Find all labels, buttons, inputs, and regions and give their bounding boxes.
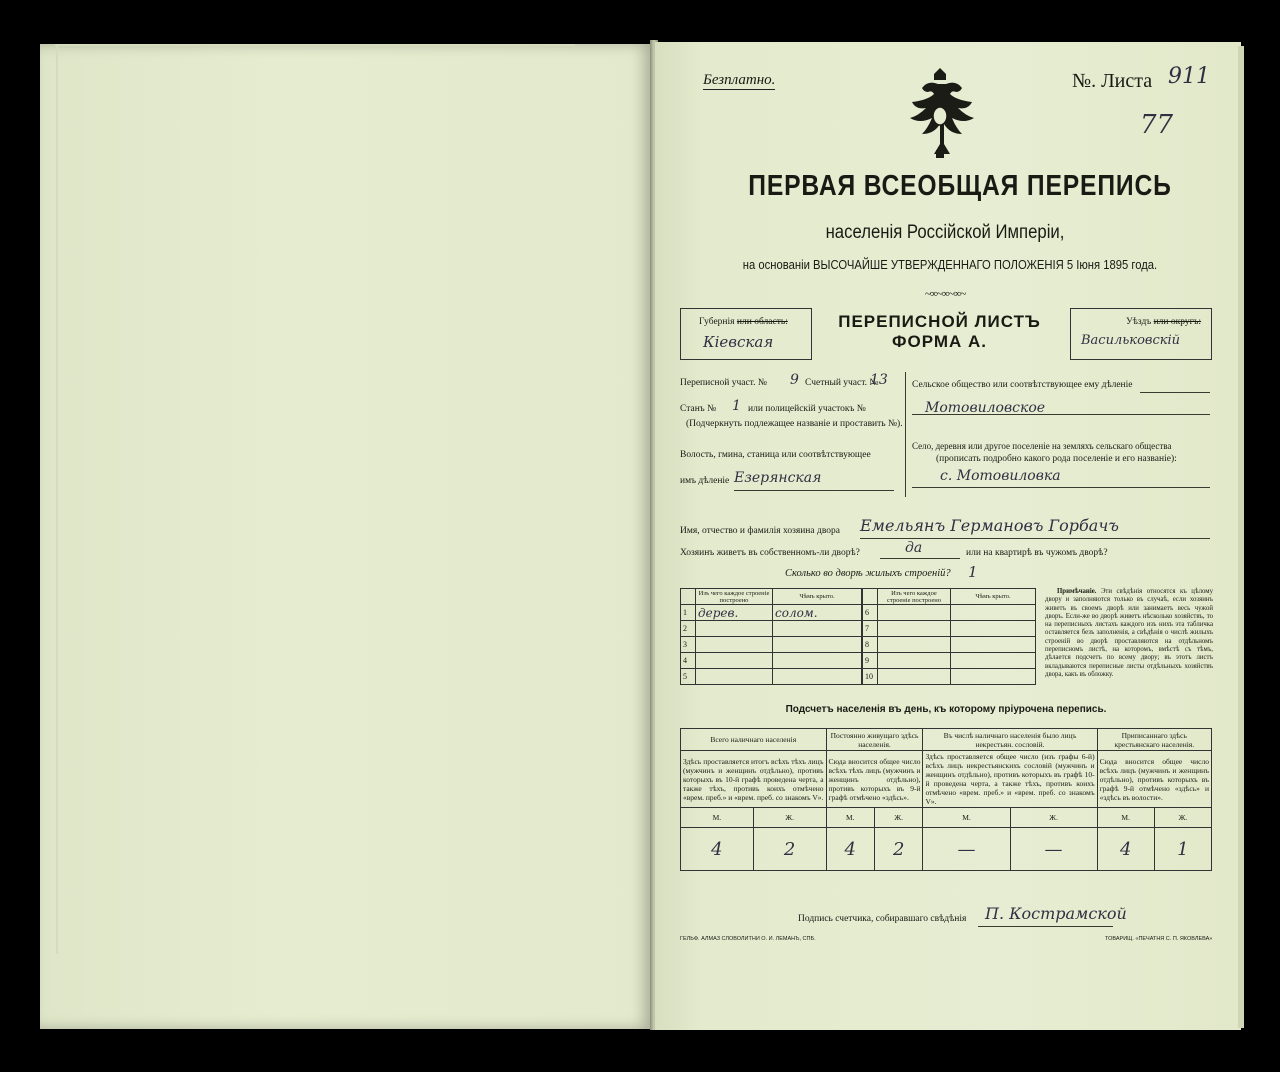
gubernia-label: Губернія [699, 317, 735, 327]
material-cell [696, 637, 773, 653]
main-title: ПЕРВАЯ ВСЕОБЩАЯ ПЕРЕПИСЬ [748, 170, 1172, 202]
roof-cell [951, 605, 1036, 621]
material-cell [696, 669, 773, 685]
village-note: (прописать подробно какого рода поселеніе и его названіе): [936, 454, 1177, 464]
male-header: М. [1097, 808, 1154, 828]
summary-value: 2 [875, 828, 923, 871]
free-label: Безплатно. [703, 72, 776, 88]
material-header: Изъ чего каждое строеніе построено [696, 589, 773, 605]
sub-title: населенія Россійской Имперіи, [825, 222, 1065, 243]
roof-cell: солом. [773, 605, 862, 621]
owner-lives-label: Хозяинъ живетъ въ собственномъ-ли дворѣ? [680, 548, 860, 558]
volost-label: Волость, гмина, станица или соотвѣтствующее [680, 450, 871, 460]
row-number: 2 [681, 621, 696, 637]
owner-name-underline [860, 538, 1210, 539]
village-label: Село, деревня или другое поселеніе на земляхъ сельскаго общества [912, 441, 1172, 451]
material-cell [878, 605, 951, 621]
material-cell [696, 653, 773, 669]
police-district-label: или полицейскій участокъ № [748, 404, 866, 414]
summary-value: — [923, 828, 1010, 871]
form-title-line2: ФОРМА А. [891, 332, 987, 351]
uezd-value: Васильковскій [1081, 333, 1181, 348]
gubernia-box [680, 308, 812, 360]
rural-society-underline-2 [912, 414, 1210, 415]
row-number: 7 [863, 621, 878, 637]
owner-lives-underline [880, 558, 960, 559]
owner-or-label: или на квартирѣ въ чужомъ дворѣ? [966, 548, 1108, 558]
row-number: 9 [863, 653, 878, 669]
material-cell [696, 621, 773, 637]
summary-header: Въ числѣ наличнаго населенія было лицъ некрестьян. сословій. [923, 729, 1097, 751]
form-title-line1: ПЕРЕПИСНОЙ ЛИСТЪ [838, 312, 1041, 331]
summary-header: Всего наличнаго населенія [681, 729, 827, 751]
summary-header: Приписаннаго здѣсь крестьянскаго населенія. [1097, 729, 1211, 751]
female-header: Ж. [1154, 808, 1211, 828]
rural-society-label: Сельское общество или соотвѣтствующее ему дѣленіе [912, 380, 1133, 390]
stan-label: Станъ № [680, 404, 717, 414]
volost-label-2: имъ дѣленіе [680, 476, 730, 486]
printer-imprint-left: ГЕЛЬФ. АЛМАЗ СЛОВОЛИТНИ О. И. ЛЕМАНЪ, СПБ. [680, 936, 816, 942]
stan-value: 1 [732, 398, 741, 414]
material-cell [878, 621, 951, 637]
note-block [1045, 588, 1213, 679]
summary-description: Здѣсь проставляется итогъ всѣхъ тѣхъ лицъ (мужчинъ и женщинъ отдѣльно), противъ которыхъ въ 10-й графѣ проведена черта, а также тѣхъ, противъ коихъ отмѣчено «врем. преб.» и «врем. преб. со знакомъ V». [681, 751, 827, 808]
row-number: 6 [863, 605, 878, 621]
female-header: Ж. [875, 808, 923, 828]
summary-description: Сюда вносится общее число всѣхъ тѣхъ лицъ (мужчинъ и женщинъ отдѣльно), противъ которыхъ въ 9-й графѣ отмѣчено «здѣсь». [826, 751, 923, 808]
female-header: Ж. [753, 808, 826, 828]
owner-name-label: Имя, отчество и фамилія хозяина двора [680, 526, 840, 536]
row-number: 4 [681, 653, 696, 669]
form-title [812, 312, 1067, 352]
roof-header: Чѣмъ крыто. [773, 589, 862, 605]
uezd-label-struck: или округъ: [1153, 317, 1202, 327]
roof-header: Чѣмъ крыто. [951, 589, 1036, 605]
roof-cell [951, 653, 1036, 669]
owner-lives-value: да [905, 540, 923, 556]
roof-cell [773, 621, 862, 637]
volost-value: Езерянская [734, 470, 822, 486]
underline-note: (Подчеркнуть подлежащее названіе и проставить №). [686, 419, 903, 429]
roof-cell [773, 637, 862, 653]
sheet-number-handwritten-2: 77 [1140, 110, 1174, 140]
summary-description: Здѣсь проставляется общее число (изъ графы 6-й) всѣхъ лицъ некрестьянскихъ сословій (мужчинъ и женщинъ отдѣльно), противъ которыхъ въ графѣ 10-й проведена черта, а также тѣхъ, противъ коихъ отмѣчено «врем. преб.» и «врем. преб. со знакомъ V». [923, 751, 1097, 808]
row-number: 5 [681, 669, 696, 685]
owner-name-value: Емельянъ Германовъ Горбачъ [860, 516, 1119, 535]
printer-imprint-right: ТОВАРИЩ. «ПЕЧАТНЯ С. П. ЯКОВЛЕВА» [1105, 936, 1213, 942]
left-blank-page [40, 44, 652, 1029]
double-headed-eagle-emblem [900, 66, 980, 166]
volost-underline [734, 490, 894, 491]
sheet-number-label: №. Листа [1072, 70, 1153, 92]
page-edge [1238, 46, 1244, 1028]
summary-value: 4 [1097, 828, 1154, 871]
roof-cell [951, 621, 1036, 637]
roof-cell [951, 637, 1036, 653]
signature-underline [978, 926, 1113, 927]
male-header: М. [923, 808, 1010, 828]
roof-cell [773, 653, 862, 669]
census-district-label: Переписной участ. № [680, 378, 767, 388]
sheet-number-handwritten: 911 [1168, 64, 1210, 89]
roof-cell [951, 669, 1036, 685]
material-header: Изъ чего каждое строеніе построено [878, 589, 951, 605]
summary-value: 4 [826, 828, 874, 871]
gubernia-value: Кіевская [703, 333, 774, 351]
row-number: 1 [681, 605, 696, 621]
material-cell [878, 653, 951, 669]
male-header: М. [826, 808, 874, 828]
note-title: Примѣчаніе. [1057, 588, 1097, 595]
village-underline [912, 487, 1210, 488]
left-page-faint-rule [56, 44, 58, 954]
gubernia-label-struck: или область: [736, 317, 788, 327]
column-divider [905, 372, 906, 497]
uezd-box [1070, 308, 1212, 360]
female-header: Ж. [1010, 808, 1097, 828]
summary-value: — [1010, 828, 1097, 871]
summary-title: Подсчетъ населенія въ день, къ которому пріурочена перепись. [785, 704, 1107, 715]
village-value: с. Мотовиловка [940, 468, 1061, 484]
rural-society-underline [1140, 392, 1210, 393]
note-text: Эти свѣдѣнія относятся къ цѣлому двору и заполняются только въ случаѣ, если хозяинъ живетъ въ своемъ дворѣ или занимаетъ весь чужой дворъ. Если-же во дворѣ живетъ нѣсколько хозяйствъ, то на переписныхъ листахъ каждого изъ нихъ эта табличка оставляется безъ заполненія, а свѣдѣнія о числѣ жилыхъ строеній во дворѣ проставляются на отдѣльномъ переписномъ листѣ, на которомъ, вмѣстѣ съ тѣмъ, дѣлается подсчетъ по всему двору; въ этотъ листъ вкладываются переписные листы отдѣльныхъ хозяйствъ двора, какъ въ обложку. [1045, 588, 1213, 678]
row-number: 10 [863, 669, 878, 685]
population-summary-table [680, 728, 1212, 871]
legal-basis-line: на основаніи ВЫСОЧАЙШЕ УТВЕРЖДЕННАГО ПОЛОЖЕНІЯ 5 Іюня 1895 года. [742, 258, 1158, 272]
summary-header: Постоянно живущаго здѣсь населенія. [826, 729, 923, 751]
summary-value: 1 [1154, 828, 1211, 871]
material-cell [878, 637, 951, 653]
ornament-divider: ~∞~∞~∞~ [925, 288, 966, 300]
row-number: 3 [681, 637, 696, 653]
left-page-faint-rule [55, 44, 575, 46]
signature-value: П. Кострамской [985, 904, 1127, 923]
census-district-value: 9 [790, 372, 799, 388]
count-district-value: 13 [870, 372, 888, 388]
material-cell [878, 669, 951, 685]
material-cell: дерев. [696, 605, 773, 621]
signature-label: Подпись счетчика, собиравшаго свѣдѣнія [798, 914, 967, 924]
buildings-count-value: 1 [968, 563, 978, 581]
row-number: 8 [863, 637, 878, 653]
buildings-table-left [680, 588, 862, 685]
male-header: М. [681, 808, 754, 828]
uezd-label: Уѣздъ [1126, 317, 1152, 327]
summary-description: Сюда вносится общее число всѣхъ лицъ (мужчинъ и женщинъ отдѣльно), противъ которыхъ въ графѣ 9-й отмѣчено «здѣсь» и «здѣсь въ волости». [1097, 751, 1211, 808]
rural-society-value: Мотовиловское [925, 400, 1046, 416]
buildings-count-label: Сколько во дворѣ жилыхъ строеній? [785, 568, 951, 579]
summary-value: 2 [753, 828, 826, 871]
buildings-table-right [862, 588, 1036, 685]
roof-cell [773, 669, 862, 685]
count-district-label: Счетный участ. № [805, 378, 879, 388]
summary-value: 4 [681, 828, 754, 871]
